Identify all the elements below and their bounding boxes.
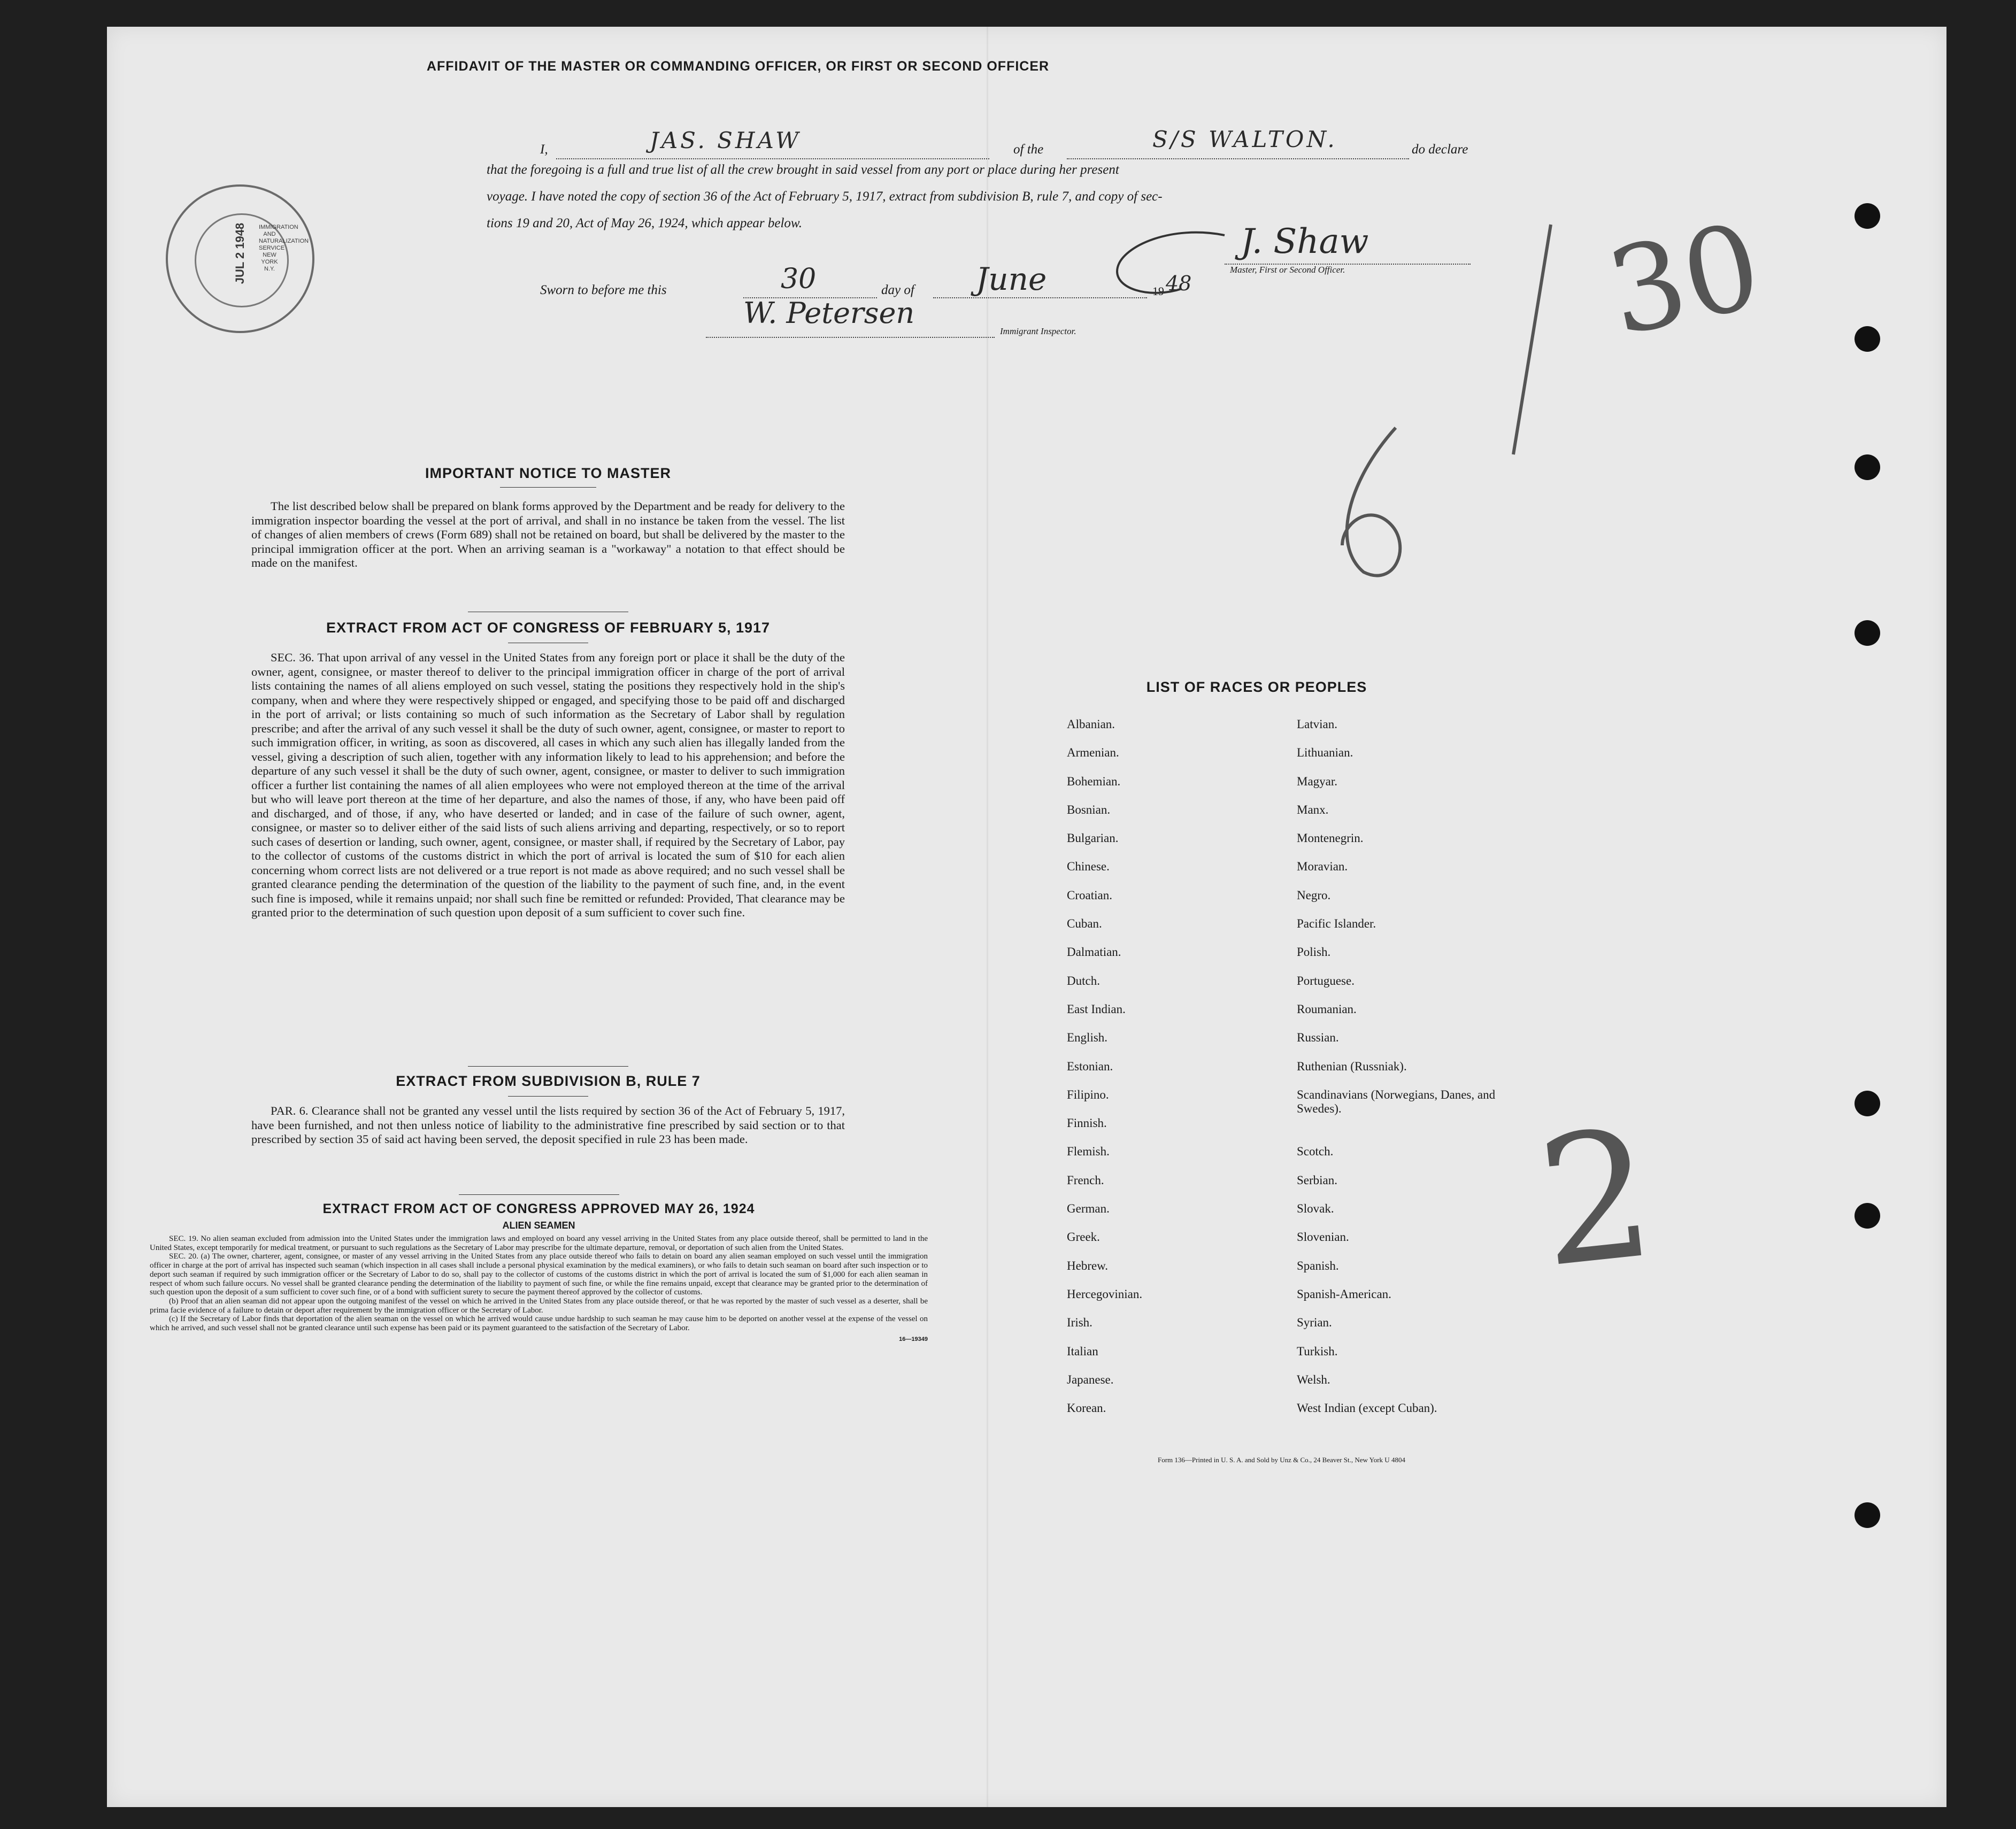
sworn-month: June [976, 261, 1047, 297]
race-item: Slovak. [1297, 1202, 1334, 1216]
year-prefix: 19 [1152, 284, 1164, 298]
extract-1917-section [251, 609, 845, 920]
race-item: Korean. [1067, 1401, 1106, 1415]
notice-body: The list described below shall be prepared on blank forms approved by the Department and be ready for delivery to the immigration inspector boarding the vessel at the port of arrival, and shall in no instance be taken from the vessel. The list of changes of alien members of crews (Form 689) shall not be retained on board, but shall be delivered by the master to the principal immigration officer at the port. When an arriving seaman is a "workaway" a notation to that effect should be made on the manifest. [251, 499, 845, 569]
divider [459, 1194, 619, 1195]
do-declare: do declare [1412, 142, 1468, 157]
punch-hole [1855, 620, 1880, 646]
race-item: Polish. [1297, 945, 1331, 959]
signature-flourish [1107, 225, 1246, 305]
race-item: Pacific Islander. [1297, 917, 1376, 931]
sec-20c: (c) If the Secretary of Labor finds that deportation of the alien seaman on the vessel on which he arrived would cause undue hardship to such seaman he may cause him to be deported on another vessel at the expense of the vessel on which he arrived, and such vessel shall not be granted clearance until such expense has been paid or its payment guaranteed to the satisfaction of the Secretary of Labor. [150, 1315, 928, 1333]
extract-1917-title: EXTRACT FROM ACT OF CONGRESS OF FEBRUARY 5, 1917 [326, 620, 771, 636]
sec-19: SEC. 19. No alien seaman excluded from admission into the United States under the immigration laws and employed on board any vessel arriving in the United States from any place outside thereof, shall be permitted to land in the United States, except temporarily for medical treatment, or pursuant to such regulations as the Secretary of Labor may prescribe for the ultimate departure, removal, or deportation of such alien from the United States. [150, 1234, 928, 1252]
race-item: Ruthenian (Russniak). [1297, 1059, 1407, 1073]
stamp-date: JUL 2 1948 [233, 222, 247, 284]
race-item: Portuguese. [1297, 974, 1355, 987]
race-item: Armenian. [1067, 746, 1119, 760]
inspector-signature: W. Petersen [743, 296, 915, 330]
race-item: Croatian. [1067, 888, 1112, 902]
affidavit-body-3: tions 19 and 20, Act of May 26, 1924, which appear below. [487, 216, 803, 230]
race-item: Spanish. [1297, 1259, 1339, 1272]
form-code: 16—19349 [899, 1336, 928, 1342]
affidavit-body-2: voyage. I have noted the copy of section 36 of the Act of February 5, 1917, extract from subdivision B, rule 7, and copy of sec- [487, 189, 1163, 204]
race-item: Bosnian. [1067, 802, 1111, 816]
race-item: East Indian. [1067, 1002, 1126, 1016]
punch-hole [1855, 1091, 1880, 1116]
form-footer: Form 136—Printed in U. S. A. and Sold by Unz & Co., 24 Beaver St., New York U 4804 [1158, 1456, 1405, 1464]
punch-hole [1855, 203, 1880, 229]
race-item: Greek. [1067, 1230, 1100, 1244]
race-item: Scandinavians (Norwegians, Danes, and Swedes). [1297, 1087, 1496, 1115]
race-item: Filipino. [1067, 1087, 1109, 1101]
race-item: Lithuanian. [1297, 746, 1353, 760]
punch-hole [1855, 454, 1880, 480]
vessel-name: S/S WALTON. [1152, 126, 1337, 152]
race-item: Roumanian. [1297, 1002, 1357, 1016]
inspector-signature-line [706, 296, 995, 338]
race-item: Hebrew. [1067, 1259, 1109, 1272]
divider [468, 1066, 628, 1067]
day-of-label: day of [881, 283, 914, 297]
race-item: French. [1067, 1173, 1104, 1187]
race-item: German. [1067, 1202, 1110, 1216]
affidavit-body-1: that the foregoing is a full and true list of all the crew brought in said vessel from any port or place during her present [487, 163, 1119, 177]
races-title: LIST OF RACES OR PEOPLES [1146, 679, 1367, 695]
race-item: Bohemian. [1067, 774, 1121, 788]
race-item: Dalmatian. [1067, 945, 1121, 959]
extract-rule7-title: EXTRACT FROM SUBDIVISION B, RULE 7 [396, 1073, 701, 1089]
race-item: Flemish. [1067, 1145, 1110, 1159]
race-item: Negro. [1297, 888, 1331, 902]
race-item: Chinese. [1067, 860, 1110, 874]
pencil-count-bottom: 2 [1529, 1091, 1663, 1307]
race-item: Japanese. [1067, 1372, 1114, 1386]
race-item: Turkish. [1297, 1344, 1338, 1358]
sworn-day-line [743, 263, 877, 298]
extract-1924-subtitle: ALIEN SEAMEN [502, 1220, 575, 1231]
race-item: Dutch. [1067, 974, 1100, 987]
sec-20a: SEC. 20. (a) The owner, charterer, agent, consignee, or master of any vessel arriving in the United States from any place outside thereof who fails to detain on board any alien seaman employed on such vessel until the immigration officer in charge at the port of arrival has inspected such seaman (which inspection in all cases shall include a personal physical examination by the medical examiners), or who fails to detain such seaman on board after such inspection or to deport such seaman if required by such immigration officer or the Secretary of Labor to do so, shall pay to the collector of customs of the customs district in which the port of arrival is located the sum of $1,000 for each alien seaman in respect of whom such failure occurs. No vessel shall be granted clearance pending the determination of the liability to payment of such fine, or while the fine remains unpaid, except that clearance may be granted prior to the determination of such question upon the deposit of a sum sufficient to cover such fine, or of a bond with sufficient surety to secure the payment thereof approved by the collector of customs. [150, 1252, 928, 1297]
race-item: Welsh. [1297, 1372, 1330, 1386]
extract-rule7-section [251, 1064, 845, 1147]
extract-1924-title: EXTRACT FROM ACT OF CONGRESS APPROVED MAY 26, 1924 [322, 1201, 755, 1216]
race-item: West Indian (except Cuban). [1297, 1401, 1437, 1415]
race-item: Manx. [1297, 802, 1329, 816]
race-item: Moravian. [1297, 860, 1348, 874]
master-signature: J. Shaw [1241, 222, 1369, 261]
races-column-right [1297, 717, 1500, 1430]
race-item: Spanish-American. [1297, 1287, 1391, 1301]
extract-rule7-body: PAR. 6. Clearance shall not be granted any vessel until the lists required by section 36 of the Act of February 5, 1917, have been furnished, and not then unless notice of liability to the administrative fine prescribed by said section or to that prescribed by section 35 of said act having been served, the deposit specified in rule 23 has been made. [251, 1104, 845, 1146]
extract-1924-section [150, 1192, 928, 1342]
punch-hole [1855, 326, 1880, 352]
affidavit-title: AFFIDAVIT OF THE MASTER OR COMMANDING OFFICER, OR FIRST OR SECOND OFFICER [426, 59, 1050, 74]
immigration-stamp [166, 184, 314, 333]
inspector-caption: Immigrant Inspector. [1000, 326, 1076, 336]
notice-section [251, 465, 845, 570]
master-name: JAS. SHAW [650, 127, 802, 153]
punch-hole [1855, 1203, 1880, 1229]
notice-title: IMPORTANT NOTICE TO MASTER [425, 465, 671, 481]
races-column-left [1067, 717, 1313, 1430]
race-item [1297, 1116, 1500, 1145]
vessel-name-line [1067, 126, 1409, 159]
sworn-day: 30 [781, 263, 817, 295]
race-item: Italian [1067, 1344, 1098, 1358]
race-item: Latvian. [1297, 717, 1337, 731]
race-item: Finnish. [1067, 1116, 1107, 1130]
sworn-label: Sworn to before me this [540, 283, 667, 297]
stamp-text: IMMIGRATION AND NATURALIZATION SERVICE NEW YORK N.Y. [259, 224, 309, 272]
race-item: Scotch. [1297, 1145, 1334, 1159]
divider [500, 487, 596, 488]
race-item: Magyar. [1297, 774, 1338, 788]
punch-hole [1855, 1502, 1880, 1528]
of-the-label: of the [1013, 142, 1044, 157]
race-item: Irish. [1067, 1316, 1092, 1330]
race-item: Montenegrin. [1297, 831, 1364, 845]
race-item: Russian. [1297, 1031, 1339, 1045]
race-item: Slovenian. [1297, 1230, 1349, 1244]
year-suffix: 48 [1166, 272, 1192, 295]
race-item: Bulgarian. [1067, 831, 1119, 845]
divider [508, 1096, 588, 1097]
race-item: English. [1067, 1031, 1108, 1045]
sec-20b: (b) Proof that an alien seaman did not appear upon the outgoing manifest of the vessel on which he arrived in the United States from any place outside thereof, or that he was reported by the master of such vessel as a deserter, shall be prima facie evidence of a failure to detain or deport after requirement by the immigration officer or the Secretary of Labor. [150, 1296, 928, 1315]
pencil-count-top: 30 [1597, 197, 1772, 362]
race-item: Hercegovinian. [1067, 1287, 1143, 1301]
race-item: Serbian. [1297, 1173, 1338, 1187]
master-name-line [556, 127, 989, 159]
race-item: Estonian. [1067, 1059, 1113, 1073]
race-item: Syrian. [1297, 1316, 1332, 1330]
race-item: Cuban. [1067, 917, 1102, 931]
race-item: Albanian. [1067, 717, 1115, 731]
i-label: I, [540, 142, 548, 157]
extract-1917-body: SEC. 36. That upon arrival of any vessel in the United States from any foreign port or place it shall be the duty of the owner, agent, consignee, or master thereof to deliver to the principal immigration officer in charge of the port of arrival lists containing the names of all aliens employed on such vessel, stating the positions they respectively hold in the ship's company, when and where they were respectively shipped or engaged, and specifying those to be paid off and discharged in the port of arrival; or lists containing so much of such information as the Secretary of Labor shall by regulation prescribe; and after the arrival of any such vessel it shall be the duty of such owner, agent, consignee, or master to report to such immigration officer, in writing, as soon as discovered, all cases in which any such alien has illegally landed from the vessel, giving a description of such alien, together with any information likely to lead to his apprehension; and before the departure of any such vessel it shall be the duty of such owner, agent, consignee, or master to deliver to such immigration officer a further list containing the names of all alien employees who were not employed thereon at the time of the arrival but who will leave port thereon at the time of her departure, and also the names of those, if any, who have been paid off and discharged, and of those, if any, who have deserted or landed; and in case of the failure of such owner, agent, consignee, or master so to deliver either of the said lists of such aliens arriving and departing, respectively, or so to report such cases of desertion or landing, such owner, agent, consignee, or master shall, if required by the Secretary of Labor, pay to the collector of customs of the customs district in which the port of arrival is located the sum of $10 for each alien concerning whom correct lists are not delivered or a true report is not made as above required; and no such vessel shall be granted clearance pending the determination of the question of the liability to the payment of such fine, and, in the event such fine is imposed, while it remains unpaid; nor shall such fine be remitted or refunded: Provided, That clearance may be granted prior to the determination of such question upon deposit of a sum sufficient to cover such fine. [251, 651, 845, 919]
master-caption: Master, First or Second Officer. [1230, 265, 1345, 275]
